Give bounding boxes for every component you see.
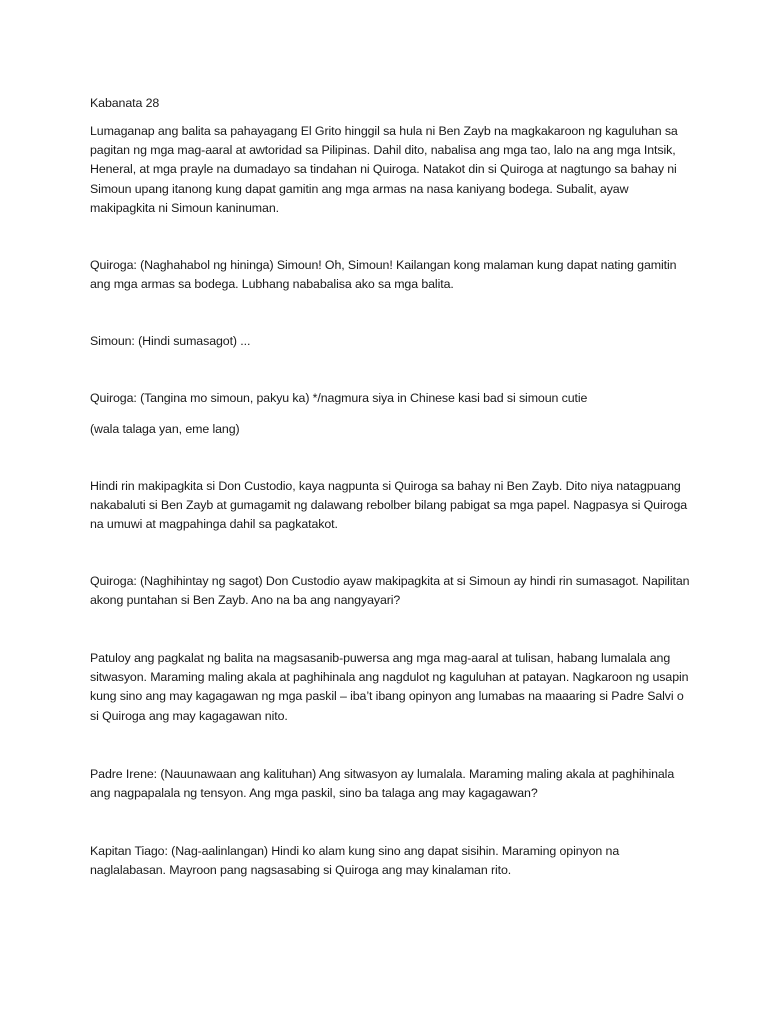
dialogue-quiroga-1: Quiroga: (Naghahabol ng hininga) Simoun! Oh, Simoun! Kailangan kong malaman kung dapat nating gamitin ang mga armas sa bodega. Lubhang nababalisa ako sa mga balita.: [90, 258, 677, 292]
narration-paragraph-3: Patuloy ang pagkalat ng balita na magsasanib-puwersa ang mga mag-aaral at tulisan, habang lumalala ang sitwasyon. Maraming maling akala at paghihinala ang nagdulot ng kaguluhan at patayan. Nagkaroon ng usapin kung sino ang may kagagawan ng mga paskil – iba’t ibang opinyon ang lumabas na maaaring si Padre Salvi o si Quiroga ang may kagagawan nito.: [90, 651, 689, 723]
dialogue-quiroga-3: Quiroga: (Naghihintay ng sagot) Don Custodio ayaw makipagkita at si Simoun ay hindi rin sumasagot. Napilitan akong puntahan si Ben Zayb. Ano na ba ang nangyayari?: [90, 574, 690, 608]
dialogue-padre-irene: Padre Irene: (Nauunawaan ang kalituhan) Ang sitwasyon ay lumalala. Maraming maling akala at paghihinala ang nagpapalala ng tensyon. Ang mga paskil, sino ba talaga ang may kagagawan?: [90, 767, 675, 801]
aside-note: (wala talaga yan, eme lang): [90, 422, 240, 436]
narration-paragraph-1: Lumaganap ang balita sa pahayagang El Grito hinggil sa hula ni Ben Zayb na magkakaroon ng kaguluhan sa pagitan ng mga mag-aaral at awtoridad sa Pilipinas. Dahil dito, nabalisa ang mga tao, lalo na ang mga Intsik, Heneral, at mga prayle na dumadayo sa tindahan ni Quiroga. Natakot din si Quiroga at nagtungo sa bahay ni Simoun upang itanong kung dapat gamitin ang mga armas na nasa kaniyang bodega. Subalit, ayaw makipagkita ni Simoun kaninuman.: [90, 124, 678, 215]
dialogue-quiroga-2: Quiroga: (Tangina mo simoun, pakyu ka) */nagmura siya in Chinese kasi bad si simoun cutie: [90, 391, 588, 405]
dialogue-kapitan-tiago: Kapitan Tiago: (Nag-aalinlangan) Hindi ko alam kung sino ang dapat sisihin. Maraming opinyon na naglalabasan. Mayroon pang nagsasabing si Quiroga ang may kinalaman rito.: [90, 844, 620, 878]
narration-paragraph-2: Hindi rin makipagkita si Don Custodio, kaya nagpunta si Quiroga sa bahay ni Ben Zayb. Dito niya natagpuang nakabaluti si Ben Zayb at gumagamit ng dalawang rebolber bilang pabigat sa mga papel. Nagpasya si Quiroga na umuwi at magpahinga dahil sa pagkatakot.: [90, 479, 688, 532]
dialogue-simoun: Simoun: (Hindi sumasagot) ...: [90, 334, 251, 348]
chapter-title: Kabanata 28: [90, 96, 160, 110]
